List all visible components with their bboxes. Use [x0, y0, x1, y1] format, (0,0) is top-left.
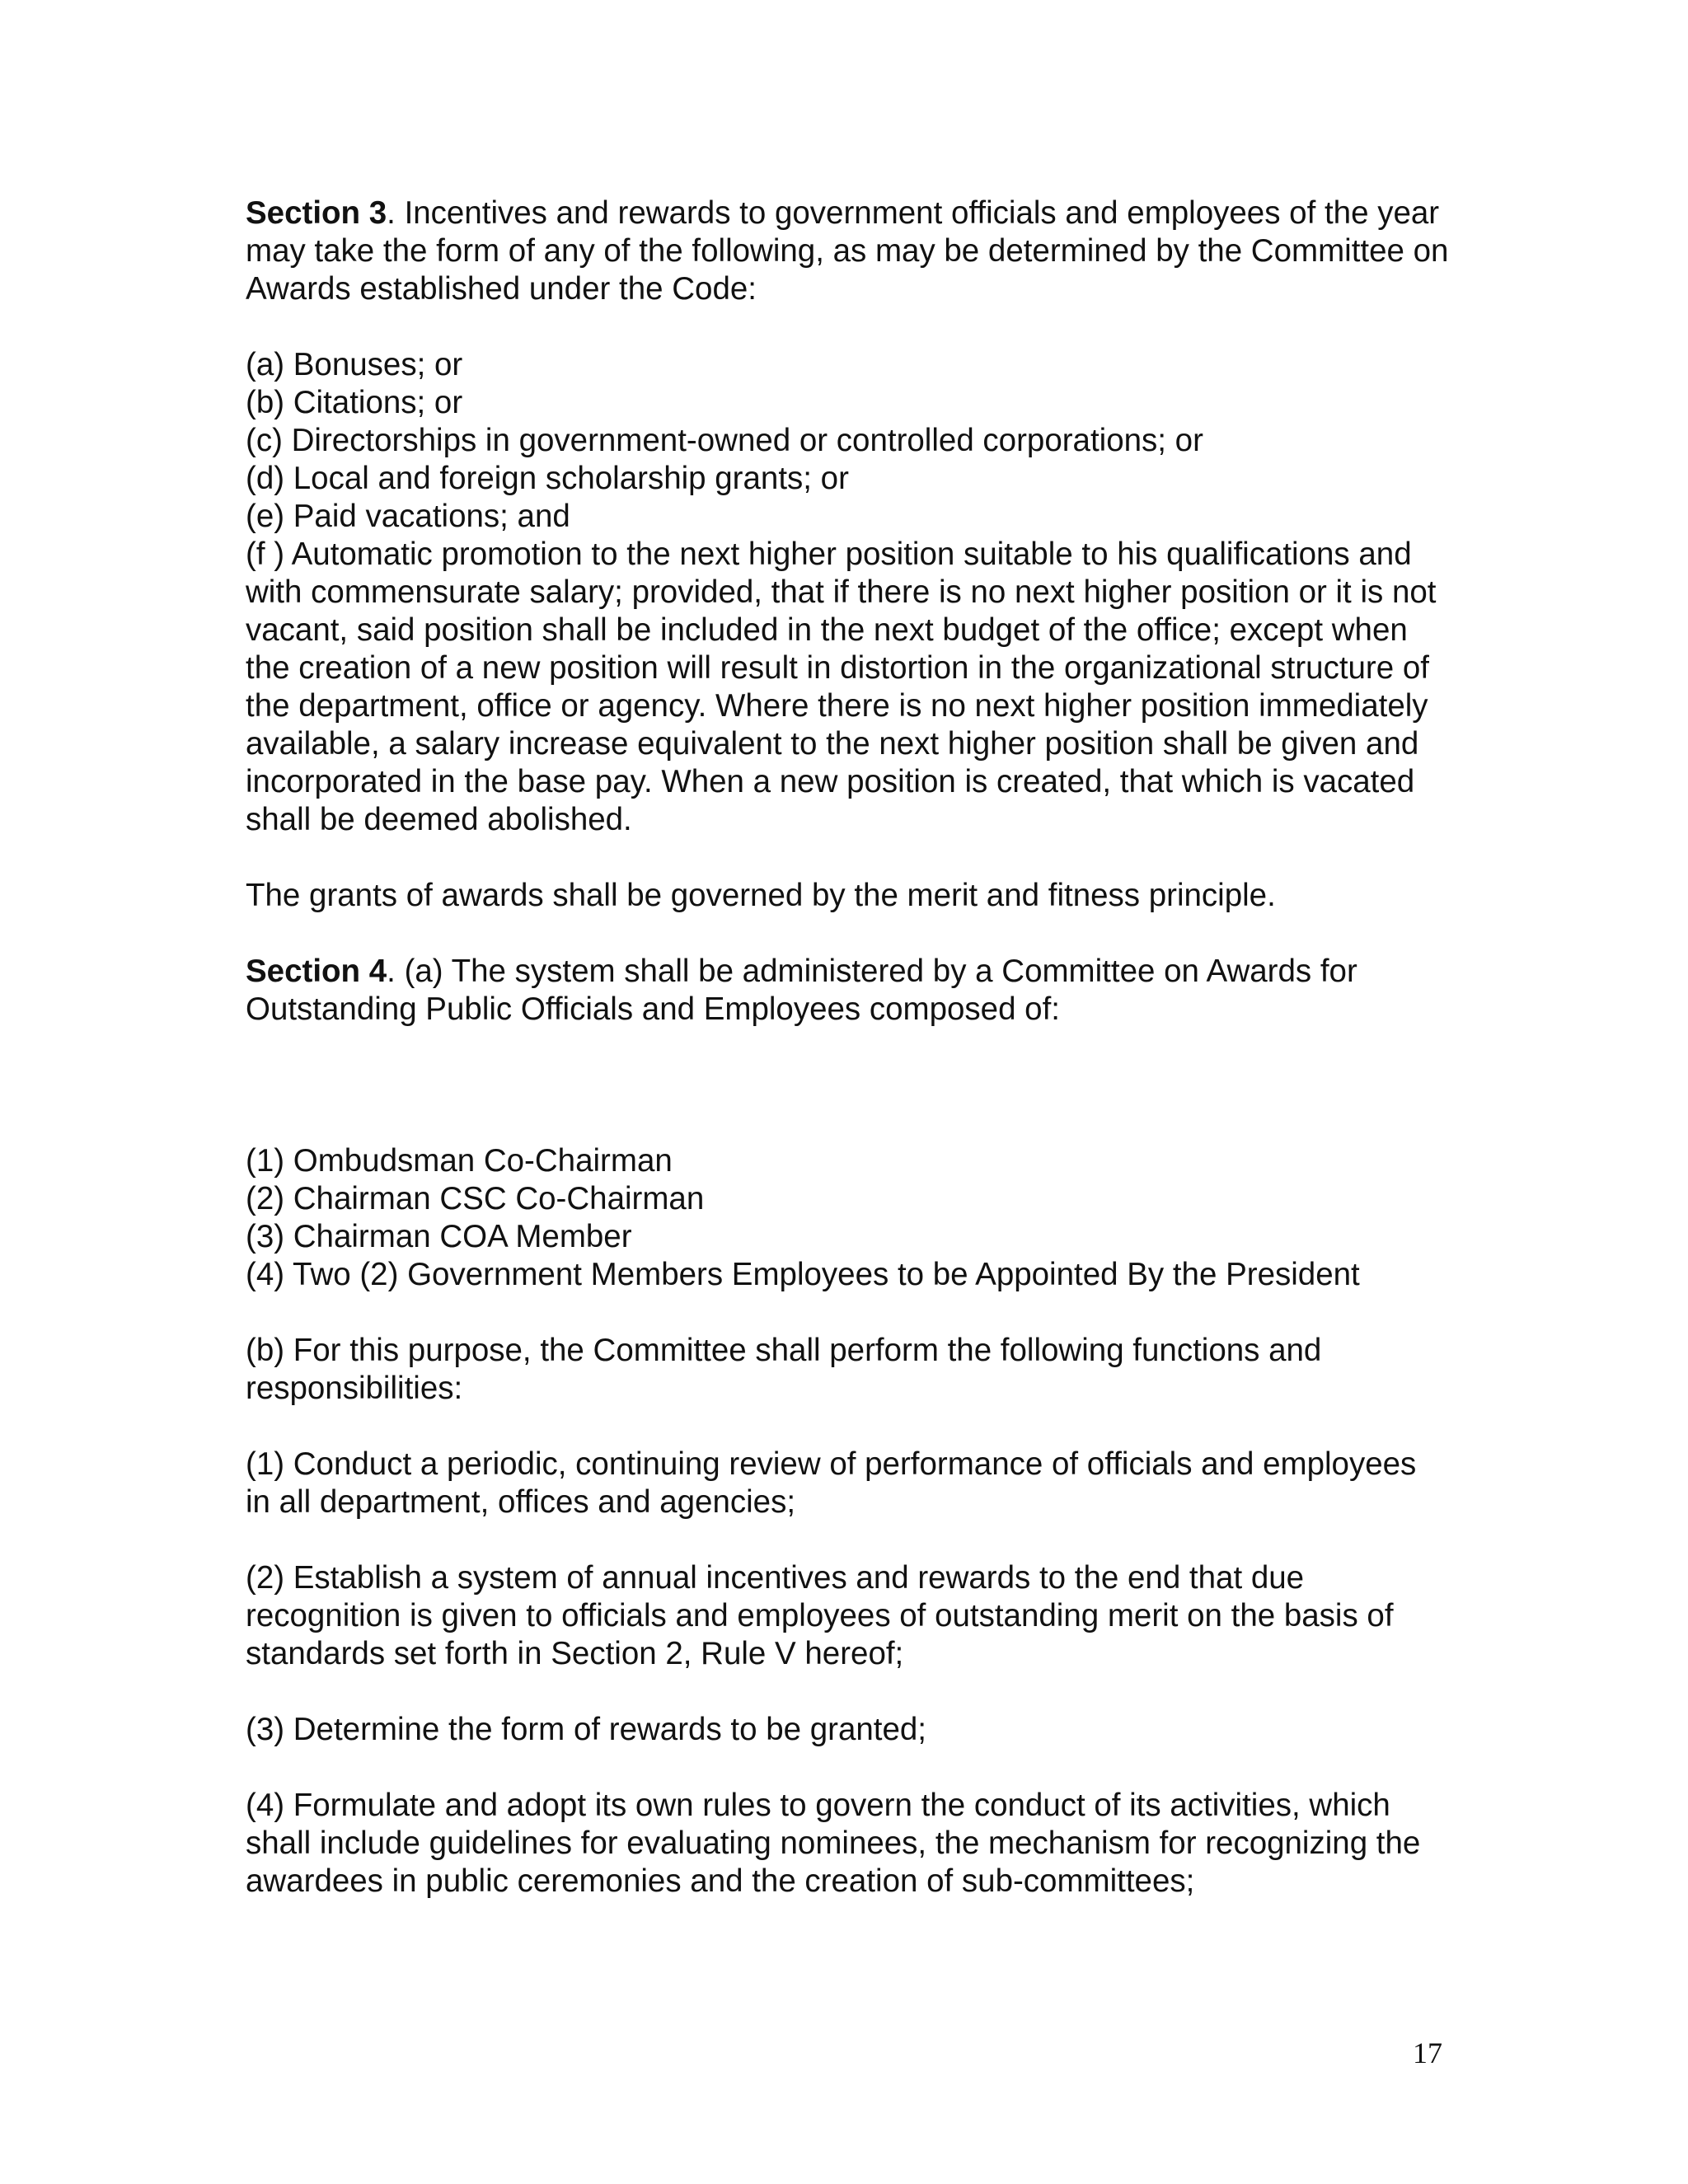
list-item: (2) Chairman CSC Co-Chairman [246, 1181, 705, 1216]
page-body [246, 194, 1449, 1900]
functions-intro: (b) For this purpose, the Committee shall perform the following functions and responsibilities: [246, 1333, 1322, 1406]
section-3-intro-text: . Incentives and rewards to government officials and employees of the year may take the form of any of the following, as may be determined by the Committee on Awards established under the Code: [246, 195, 1449, 307]
list-item: (3) Chairman COA Member [246, 1219, 632, 1254]
section-3-award-list [246, 346, 1449, 839]
section-3-intro [246, 194, 1449, 308]
list-item: (c) Directorships in government-owned or controlled corporations; or [246, 423, 1203, 458]
function-item: (4) Formulate and adopt its own rules to govern the conduct of its activities, which shall include guidelines for evaluating nominees, the mechanism for recognizing the awardees in public ceremonies and the creation of sub-committees; [246, 1788, 1421, 1899]
function-item: (1) Conduct a periodic, continuing review of performance of officials and employees in all department, offices and agencies; [246, 1446, 1417, 1520]
list-item: (1) Ombudsman Co-Chairman [246, 1143, 673, 1179]
function-item: (3) Determine the form of rewards to be granted; [246, 1712, 926, 1747]
list-item: (d) Local and foreign scholarship grants; or [246, 461, 849, 496]
list-item: (4) Two (2) Government Members Employees to be Appointed By the President [246, 1257, 1360, 1292]
section-4-intro [246, 953, 1449, 1029]
list-item: (e) Paid vacations; and [246, 499, 570, 534]
list-item: (a) Bonuses; or [246, 347, 463, 382]
list-item: (f ) Automatic promotion to the next higher position suitable to his qualifications and with commensurate salary; provided, that if there is no next higher position or it is not vacant, said position shall be included in the next budget of the office; except when the creation of a new position will result in distortion in the organizational structure of the department, office or agency. Where there is no next higher position immediately available, a salary increase equivalent to the next higher position shall be given and incorporated in the base pay. When a new position is created, that which is vacated shall be deemed abolished. [246, 537, 1437, 837]
section-3-heading: Section 3 [246, 195, 387, 231]
section-4-heading: Section 4 [246, 954, 387, 989]
committee-member-list [246, 1142, 1449, 1294]
page-number: 17 [1413, 2036, 1442, 2069]
list-item: (b) Citations; or [246, 385, 463, 420]
function-item: (2) Establish a system of annual incentives and rewards to the end that due recognition is given to officials and employees of outstanding merit on the basis of standards set forth in Section 2, Rule V hereof; [246, 1560, 1394, 1671]
section-3-closing: The grants of awards shall be governed by the merit and fitness principle. [246, 878, 1276, 913]
section-4-intro-text: . (a) The system shall be administered by a Committee on Awards for Outstanding Public Officials and Employees composed of: [246, 954, 1357, 1027]
spacer [246, 1029, 1449, 1142]
